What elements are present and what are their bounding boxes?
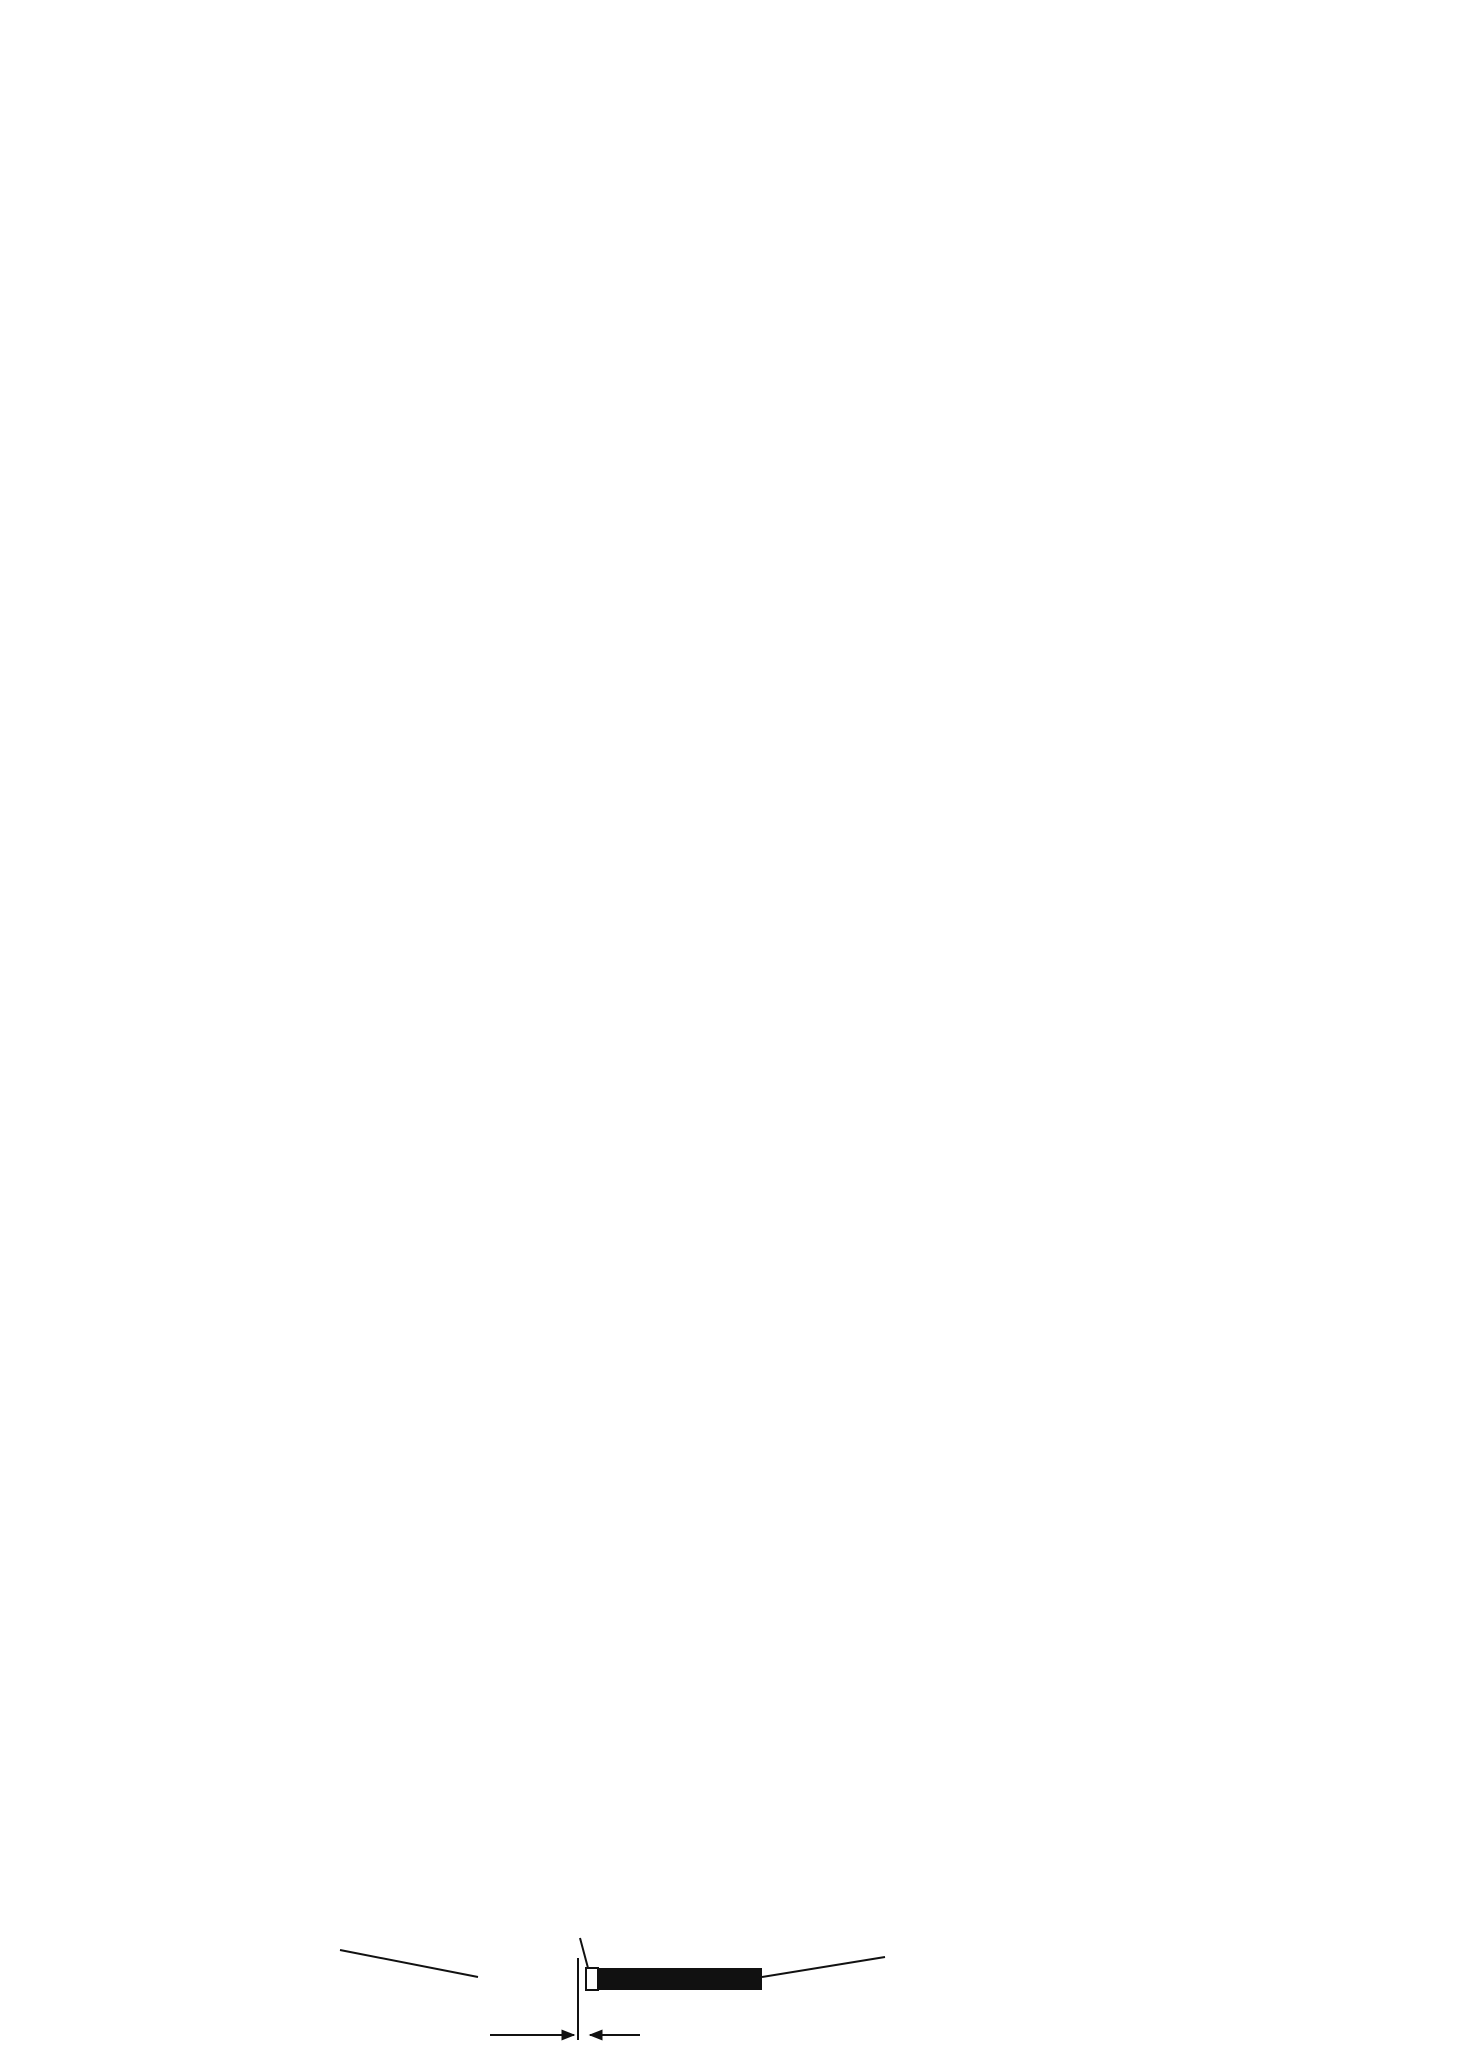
- legend-leader-top: [580, 1938, 588, 1968]
- legend-leader-left: [340, 1950, 478, 1977]
- legend-rub-segment: [586, 1968, 598, 1990]
- legend-closure-bar: [598, 1968, 762, 1990]
- legend: [340, 1938, 885, 2040]
- legend-leader-right: [762, 1957, 885, 1977]
